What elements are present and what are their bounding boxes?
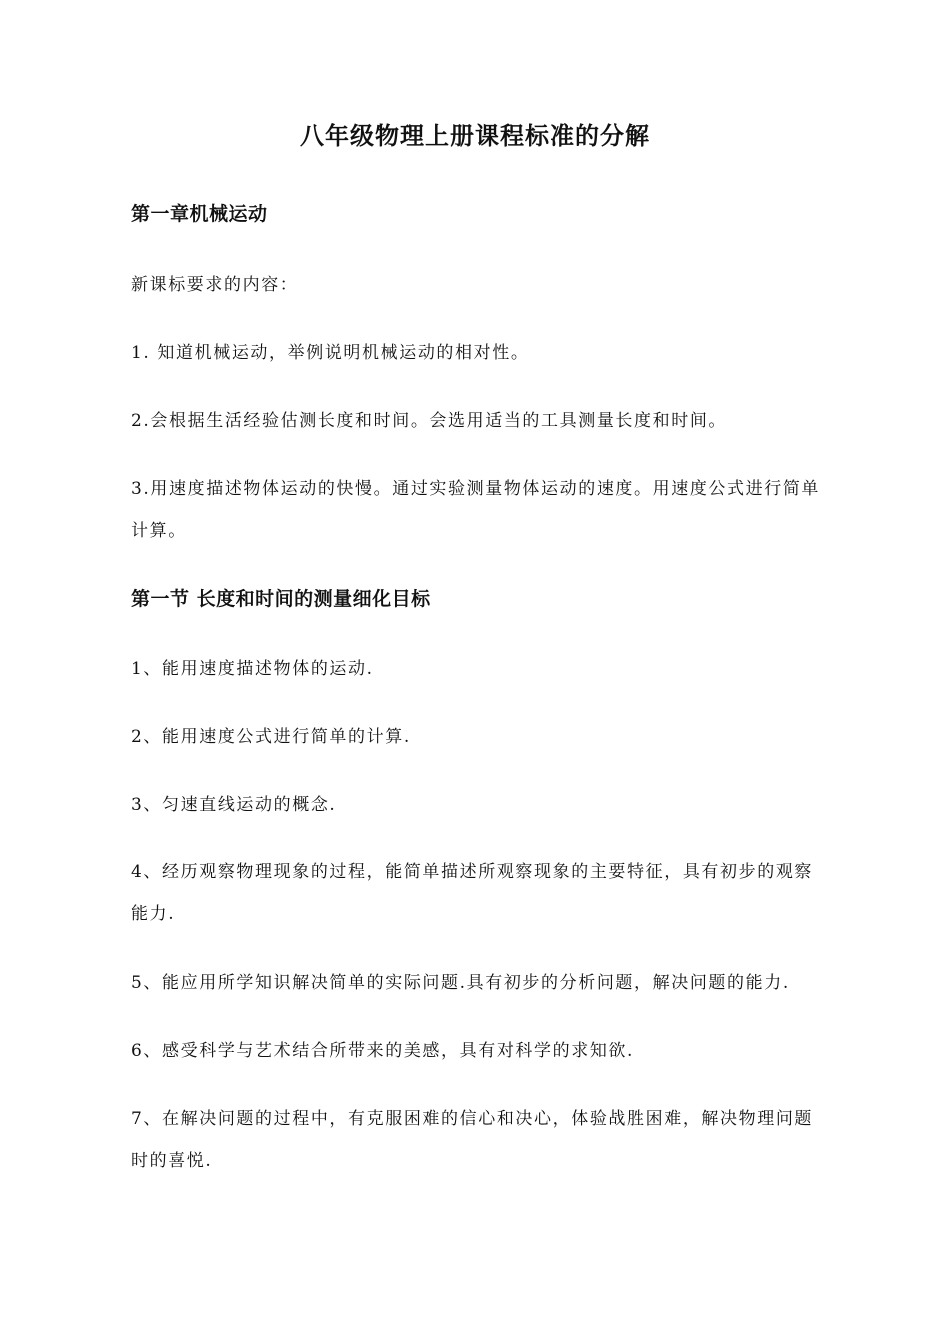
document-title: 八年级物理上册课程标准的分解 (300, 121, 650, 150)
goal-item: 6、感受科学与艺术结合所带来的美感，具有对科学的求知欲. (131, 1041, 635, 1061)
goal-item: 5、能应用所学知识解决简单的实际问题.具有初步的分析问题，解决问题的能力. (131, 973, 790, 993)
goal-item: 3、匀速直线运动的概念. (131, 795, 337, 815)
goal-item: 1、能用速度描述物体的运动. (131, 659, 374, 679)
section-heading: 第一节 长度和时间的测量细化目标 (131, 588, 431, 610)
goal-item: 2、能用速度公式进行简单的计算. (131, 727, 411, 747)
goal-item: 4、经历观察物理现象的过程，能简单描述所观察现象的主要特征，具有初步的观察能力. (131, 862, 814, 924)
requirement-item: 1. 知道机械运动，举例说明机械运动的相对性。 (131, 343, 530, 363)
goal-item: 7、在解决问题的过程中，有克服困难的信心和决心，体验战胜困难，解决物理问题时的喜悦. (131, 1109, 814, 1171)
chapter-heading: 第一章机械运动 (131, 203, 268, 225)
requirement-item: 3.用速度描述物体运动的快慢。通过实验测量物体运动的速度。用速度公式进行简单计算。 (131, 479, 821, 541)
intro-text: 新课标要求的内容： (131, 275, 299, 295)
requirement-item: 2.会根据生活经验估测长度和时间。会选用适当的工具测量长度和时间。 (131, 411, 728, 431)
